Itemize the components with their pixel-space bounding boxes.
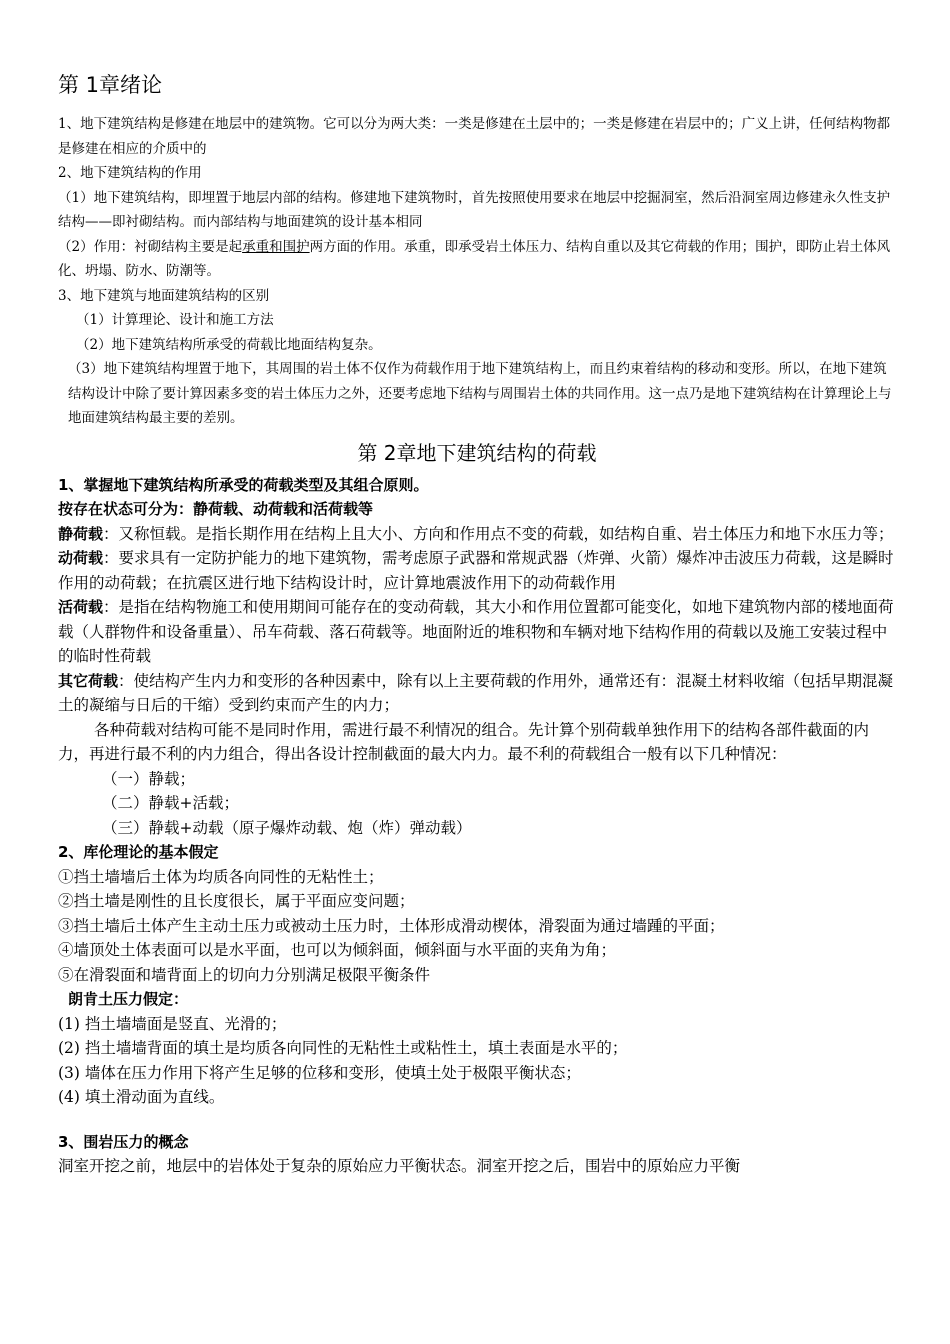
rankine-assumption-3: (3) 墙体在压力作用下将产生足够的位移和变形，使填土处于极限平衡状态； xyxy=(58,1063,581,1082)
combination-item-1: （一）静载； xyxy=(102,769,196,788)
static-load-paragraph xyxy=(58,522,896,547)
ch2-section-2: 2、库伦理论的基本假定 xyxy=(58,843,219,861)
static-load-text: ：又称恒载。是指长期作用在结构上且大小、方向和作用点不变的荷载，如结构自重、岩土体压力和地下水压力等； xyxy=(103,524,894,543)
coulomb-assumption-3: ③挡土墙后土体产生主动土压力或被动土压力时，土体形成滑动楔体，滑裂面为通过墙踵的平面； xyxy=(58,916,725,935)
rankine-assumption-4: (4) 填土滑动面为直线。 xyxy=(58,1088,225,1106)
combination-item-2: （二）静载+活载； xyxy=(102,794,239,812)
static-load-label: 静荷载 xyxy=(58,524,104,543)
combination-item-3: （三）静载+动载（原子爆炸动载、炮（炸）弹动载） xyxy=(102,818,472,837)
ch1-paragraph-1: 1、地下建筑结构是修建在地层中的建筑物。它可以分为两大类：一类是修建在土层中的；一类是修建在岩层中的；广义上讲，任何结构物都是修建在相应的介质中的 xyxy=(58,116,891,157)
dynamic-load-label: 动荷载 xyxy=(58,549,104,567)
live-load-paragraph xyxy=(58,595,896,669)
coulomb-assumption-1: ①挡土墙墙后土体为均质各向同性的无粘性土； xyxy=(58,867,384,886)
ch2-section-3: 3、围岩压力的概念 xyxy=(58,1132,189,1151)
live-load-text: ：是指在结构物施工和使用期间可能存在的变动荷载，其大小和作用位置都可能变化，如地下建筑物内部的楼地面荷载（人群物件和设备重量）、吊车荷载、落石荷载等。地面附近的堆积物和车辆对地下结构作用的荷载以及施工安装过程中的临时性荷载 xyxy=(58,598,894,665)
other-load-text: ：使结构产生内力和变形的各种因素中，除有以上主要荷载的作用外，通常还有：混凝土材料收缩（包括早期混凝土的凝缩与日后的干缩）受到约束而产生的内力； xyxy=(58,671,894,714)
chapter-1-title: 第 1章绪论 xyxy=(58,73,163,97)
ch2-section-3-text: 洞室开挖之前，地层中的岩体处于复杂的原始应力平衡状态。洞室开挖之后，围岩中的原始应力平衡 xyxy=(58,1157,741,1175)
ch1-paragraph-4 xyxy=(58,235,896,284)
rankine-heading: 朗肯土压力假定： xyxy=(68,990,189,1008)
other-load-paragraph xyxy=(58,669,896,718)
coulomb-assumption-5: ⑤在滑裂面和墙背面上的切向力分别满足极限平衡条件 xyxy=(58,965,431,984)
coulomb-assumption-4: ④墙顶处土体表面可以是水平面，也可以为倾斜面，倾斜面与水平面的夹角为角； xyxy=(58,941,617,959)
chapter-2-title: 第 2章地下建筑结构的荷载 xyxy=(357,440,597,465)
rankine-assumption-2: (2) 挡土墙墙背面的填土是均质各向同性的无粘性土或粘性土，填土表面是水平的； xyxy=(58,1039,628,1057)
ch1-paragraph-7: （2）地下建筑结构所承受的荷载比地面结构复杂。 xyxy=(76,336,382,353)
spacer xyxy=(58,1110,896,1130)
document-page xyxy=(58,70,896,1179)
combination-paragraph: 各种荷载对结构可能不是同时作用，需进行最不利情况的组合。先计算个别荷载单独作用下的结构各部件截面的内力，再进行最不利的内力组合，得出各设计控制截面的最大内力。最不利的荷载组合一般有以下几种情况： xyxy=(58,720,870,763)
underlined-text: 承重和围护 xyxy=(242,238,310,255)
coulomb-assumption-2: ②挡土墙是刚性的且长度很长，属于平面应变问题； xyxy=(58,892,415,910)
ch1-paragraph-8: （3）地下建筑结构埋置于地下，其周围的岩土体不仅作为荷载作用于地下建筑结构上，而且约束着结构的移动和变形。所以，在地下建筑结构设计中除了要计算因素多变的岩土体压力之外，还要考虑地下结构与周围岩土体的共同作用。这一点乃是地下建筑结构在计算理论上与地面建筑结构最主要的差别。 xyxy=(68,361,892,426)
other-load-label: 其它荷载 xyxy=(58,671,119,690)
ch1-paragraph-2: 2、地下建筑结构的作用 xyxy=(58,165,202,181)
ch2-section-1: 1、掌握地下建筑结构所承受的荷载类型及其组合原则。 xyxy=(58,475,429,494)
ch1-paragraph-6: （1）计算理论、设计和施工方法 xyxy=(76,312,274,328)
ch1-p4-end: 两方面的作用。承重，即承受岩土体压力、结构自重以及其它荷载的作用；围护，即防止岩土体风化、坍塌、防水、防潮等。 xyxy=(58,238,891,279)
ch1-paragraph-3: （1）地下建筑结构，即埋置于地层内部的结构。修建地下建筑物时，首先按照使用要求在地层中挖掘洞室，然后沿洞室周边修建永久性支护结构——即衬砌结构。而内部结构与地面建筑的设计基本相同 xyxy=(58,189,891,230)
ch1-paragraph-5: 3、地下建筑与地面建筑结构的区别 xyxy=(58,287,270,304)
ch1-p4-start: （2）作用：衬砌结构主要是起 xyxy=(58,238,243,255)
dynamic-load-paragraph xyxy=(58,546,896,595)
live-load-label: 活荷载 xyxy=(58,598,104,616)
ch2-section-1-sub: 按存在状态可分为：静荷载、动荷载和活荷载等 xyxy=(58,500,374,518)
rankine-assumption-1: (1) 挡土墙墙面是竖直、光滑的； xyxy=(58,1014,287,1033)
dynamic-load-text: ：要求具有一定防护能力的地下建筑物，需考虑原子武器和常规武器（炸弹、火箭）爆炸冲击波压力荷载，这是瞬时作用的动荷载；在抗震区进行地下结构设计时，应计算地震波作用下的动荷载作用 xyxy=(58,549,894,592)
